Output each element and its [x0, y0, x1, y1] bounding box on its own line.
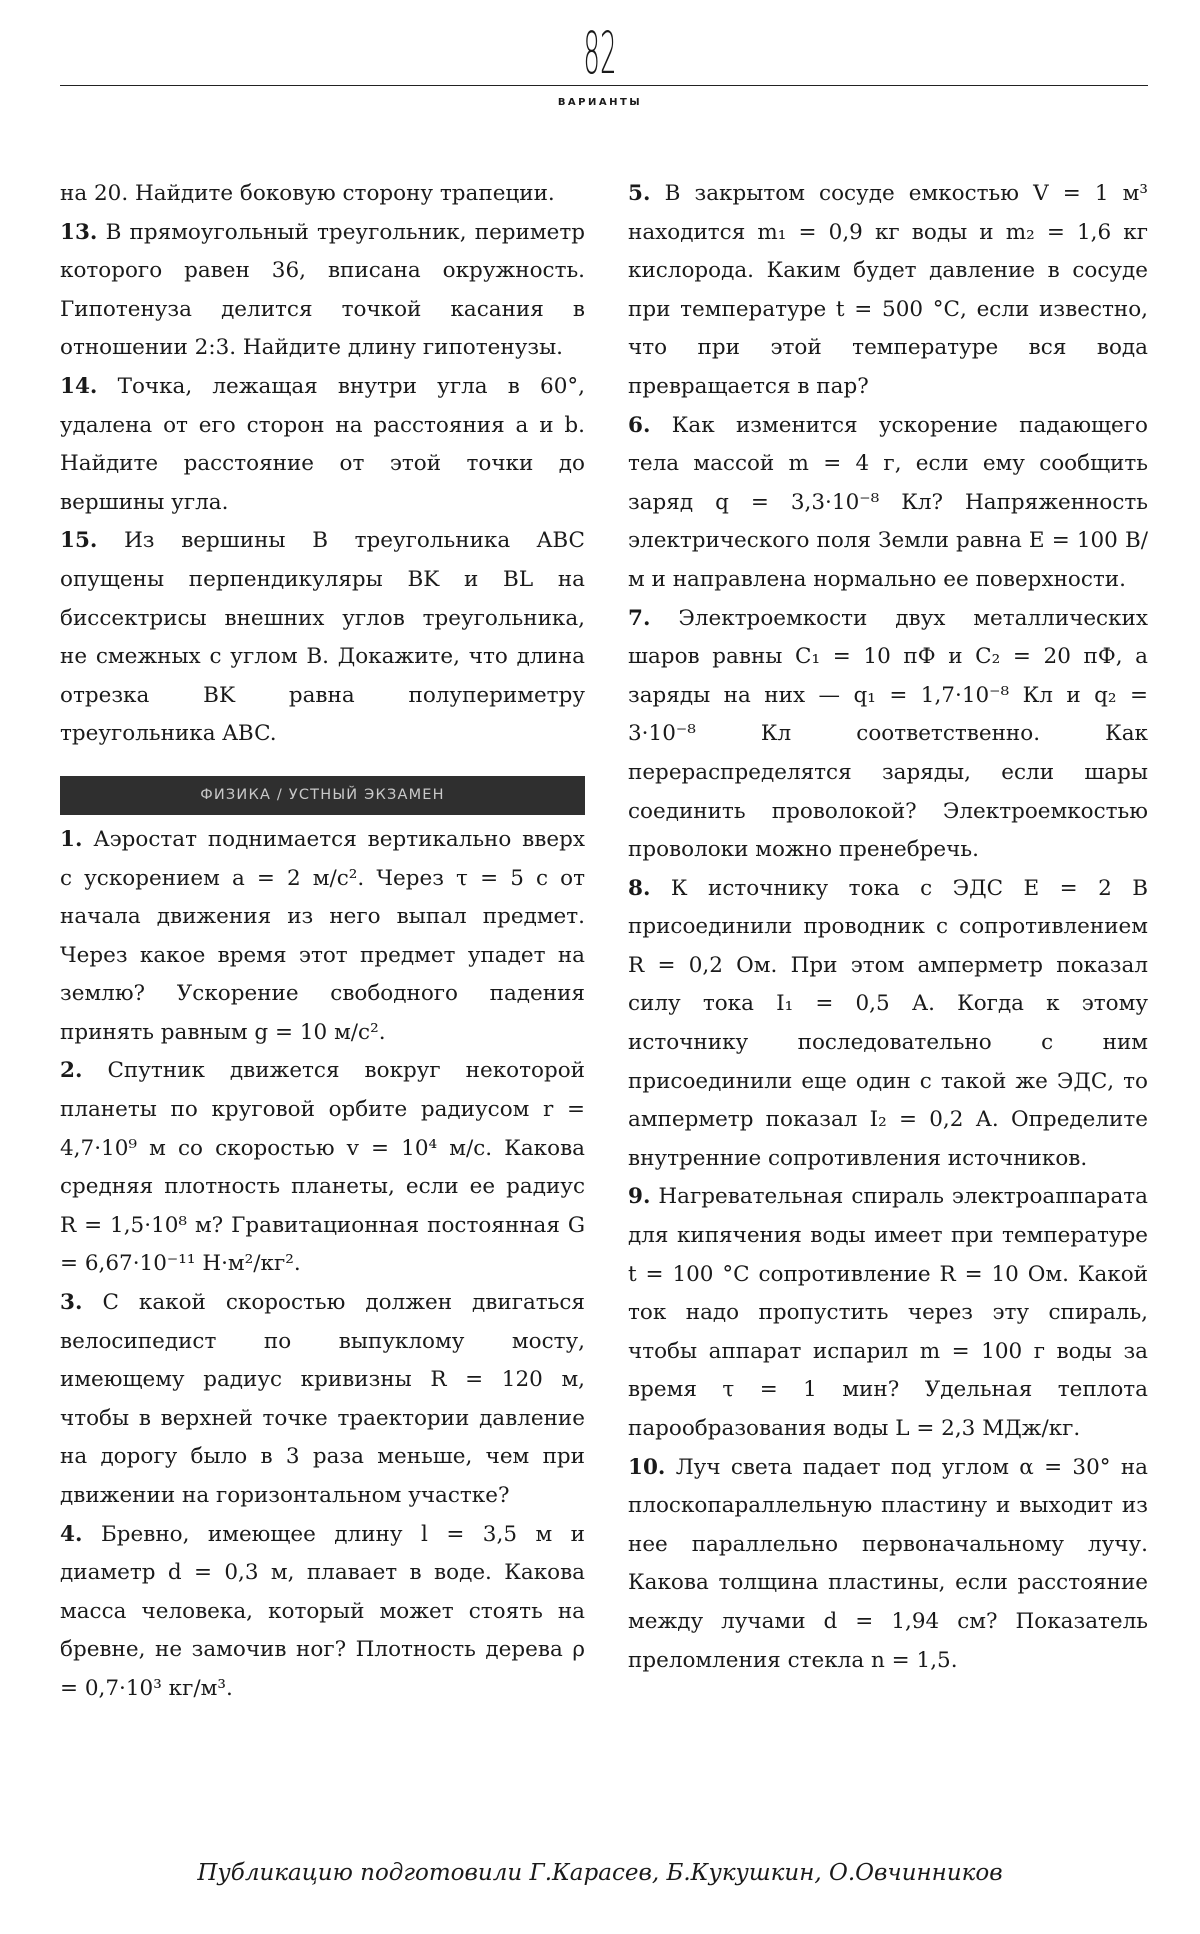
problem-number: 7. — [628, 605, 651, 631]
physics-section-banner: ФИЗИКА / УСТНЫЙ ЭКЗАМЕН — [60, 776, 585, 815]
math-problem-12-end: на 20. Найдите боковую сторону трапеции. — [60, 181, 555, 206]
physics-problem-2: 2. Спутник движется вокруг некоторой планеты по круговой орбите радиусом r = 4,7·10⁹ м со скоростью v = 10⁴ м/с. Какова средняя плотность планеты, если ее радиус R = 1,5·10⁸ м? Гравитационная постоянная G = 6,67·10⁻¹¹ Н·м²/кг². — [60, 1058, 585, 1277]
problem-number: 15. — [60, 528, 98, 554]
problem-number: 2. — [60, 1058, 83, 1084]
physics-problem-3: 3. С какой скоростью должен двигаться велосипедист по выпуклому мосту, имеющему радиус кривизны R = 120 м, чтобы в верхней точке траектории давление на дорогу было в 3 раза меньше, чем при движении на горизонтальном участке? — [60, 1290, 585, 1508]
page-number: 82 — [583, 19, 617, 87]
problem-number: 13. — [60, 219, 98, 245]
problem-number: 10. — [628, 1454, 666, 1480]
right-column — [628, 175, 1148, 1680]
physics-problem-7: 7. Электроемкости двух металлических шаров равны C₁ = 10 пФ и C₂ = 20 пФ, а заряды на них — q₁ = 1,7·10⁻⁸ Кл и q₂ = 3·10⁻⁸ Кл соответственно. Как перераспределятся заряды, если шары соединить проволокой? Электроемкостью проволоки можно пренебречь. — [628, 605, 1148, 863]
physics-problem-4: 4. Бревно, имеющее длину l = 3,5 м и диаметр d = 0,3 м, плавает в воде. Какова масса человека, который может стоять на бревне, не замочив ног? Плотность дерева ρ = 0,7·10³ кг/м³. — [60, 1521, 585, 1701]
publication-credit: Публикацию подготовили Г.Карасев, Б.Кукушкин, О.Овчинников — [197, 1860, 1003, 1886]
physics-problem-9: 9. Нагревательная спираль электроаппарата для кипячения воды имеет при температуре t = 100 °С сопротивление R = 10 Ом. Какой ток надо пропустить через эту спираль, чтобы аппарат испарил m = 100 г воды за время τ = 1 мин? Удельная теплота парообразования воды L = 2,3 МДж/кг. — [628, 1184, 1148, 1441]
problem-number: 14. — [60, 373, 98, 399]
math-problem-13: 13. В прямоугольный треугольник, периметр которого равен 36, вписана окружность. Гипотенуза делится точкой касания в отношении 2:3. Найдите длину гипотенузы. — [60, 219, 585, 361]
problem-number: 3. — [60, 1290, 83, 1316]
header-divider — [60, 85, 1148, 86]
left-column — [60, 175, 585, 1709]
problem-number: 6. — [628, 412, 651, 438]
math-problem-14: 14. Точка, лежащая внутри угла в 60°, удалена от его сторон на расстояния a и b. Найдите расстояние от этой точки до вершины угла. — [60, 373, 585, 515]
physics-problem-8: 8. К источнику тока с ЭДС E = 2 В присоединили проводник с сопротивлением R = 0,2 Ом. При этом амперметр показал силу тока I₁ = 0,5 А. Когда к этому источнику последовательно с ним присоединили еще один с такой же ЭДС, то амперметр показал I₂ = 0,2 А. Определите внутренние сопротивления источников. — [628, 875, 1148, 1171]
problem-number: 1. — [60, 826, 83, 852]
physics-problem-1: 1. Аэростат поднимается вертикально вверх с ускорением a = 2 м/с². Через τ = 5 с от начала движения из него выпал предмет. Через какое время этот предмет упадет на землю? Ускорение свободного падения принять равным g = 10 м/с². — [60, 826, 585, 1045]
math-problem-15: 15. Из вершины B треугольника ABC опущены перпендикуляры BK и BL на биссектрисы внешних углов треугольника, не смежных с углом B. Докажите, что длина отрезка BK равна полупериметру треугольника ABC. — [60, 528, 585, 747]
problem-number: 5. — [628, 181, 651, 206]
problem-number: 8. — [628, 875, 651, 901]
physics-problem-10: 10. Луч света падает под углом α = 30° на плоскопараллельную пластину и выходит из нее параллельно первоначальному лучу. Какова толщина пластины, если расстояние между лучами d = 1,94 см? Показатель преломления стекла n = 1,5. — [628, 1454, 1148, 1673]
problem-number: 9. — [628, 1184, 651, 1210]
physics-problem-6: 6. Как изменится ускорение падающего тела массой m = 4 г, если ему сообщить заряд q = 3,3·10⁻⁸ Кл? Напряженность электрического поля Земли равна E = 100 В/м и направлена нормально ее поверхности. — [628, 412, 1148, 592]
problem-number: 4. — [60, 1521, 83, 1547]
section-title: ВАРИАНТЫ — [557, 97, 643, 108]
physics-problem-5: 5. В закрытом сосуде емкостью V = 1 м³ находится m₁ = 0,9 кг воды и m₂ = 1,6 кг кислорода. Каким будет давление в сосуде при температуре t = 500 °С, если известно, что при этой температуре вся вода превращается в пар? — [628, 181, 1148, 399]
